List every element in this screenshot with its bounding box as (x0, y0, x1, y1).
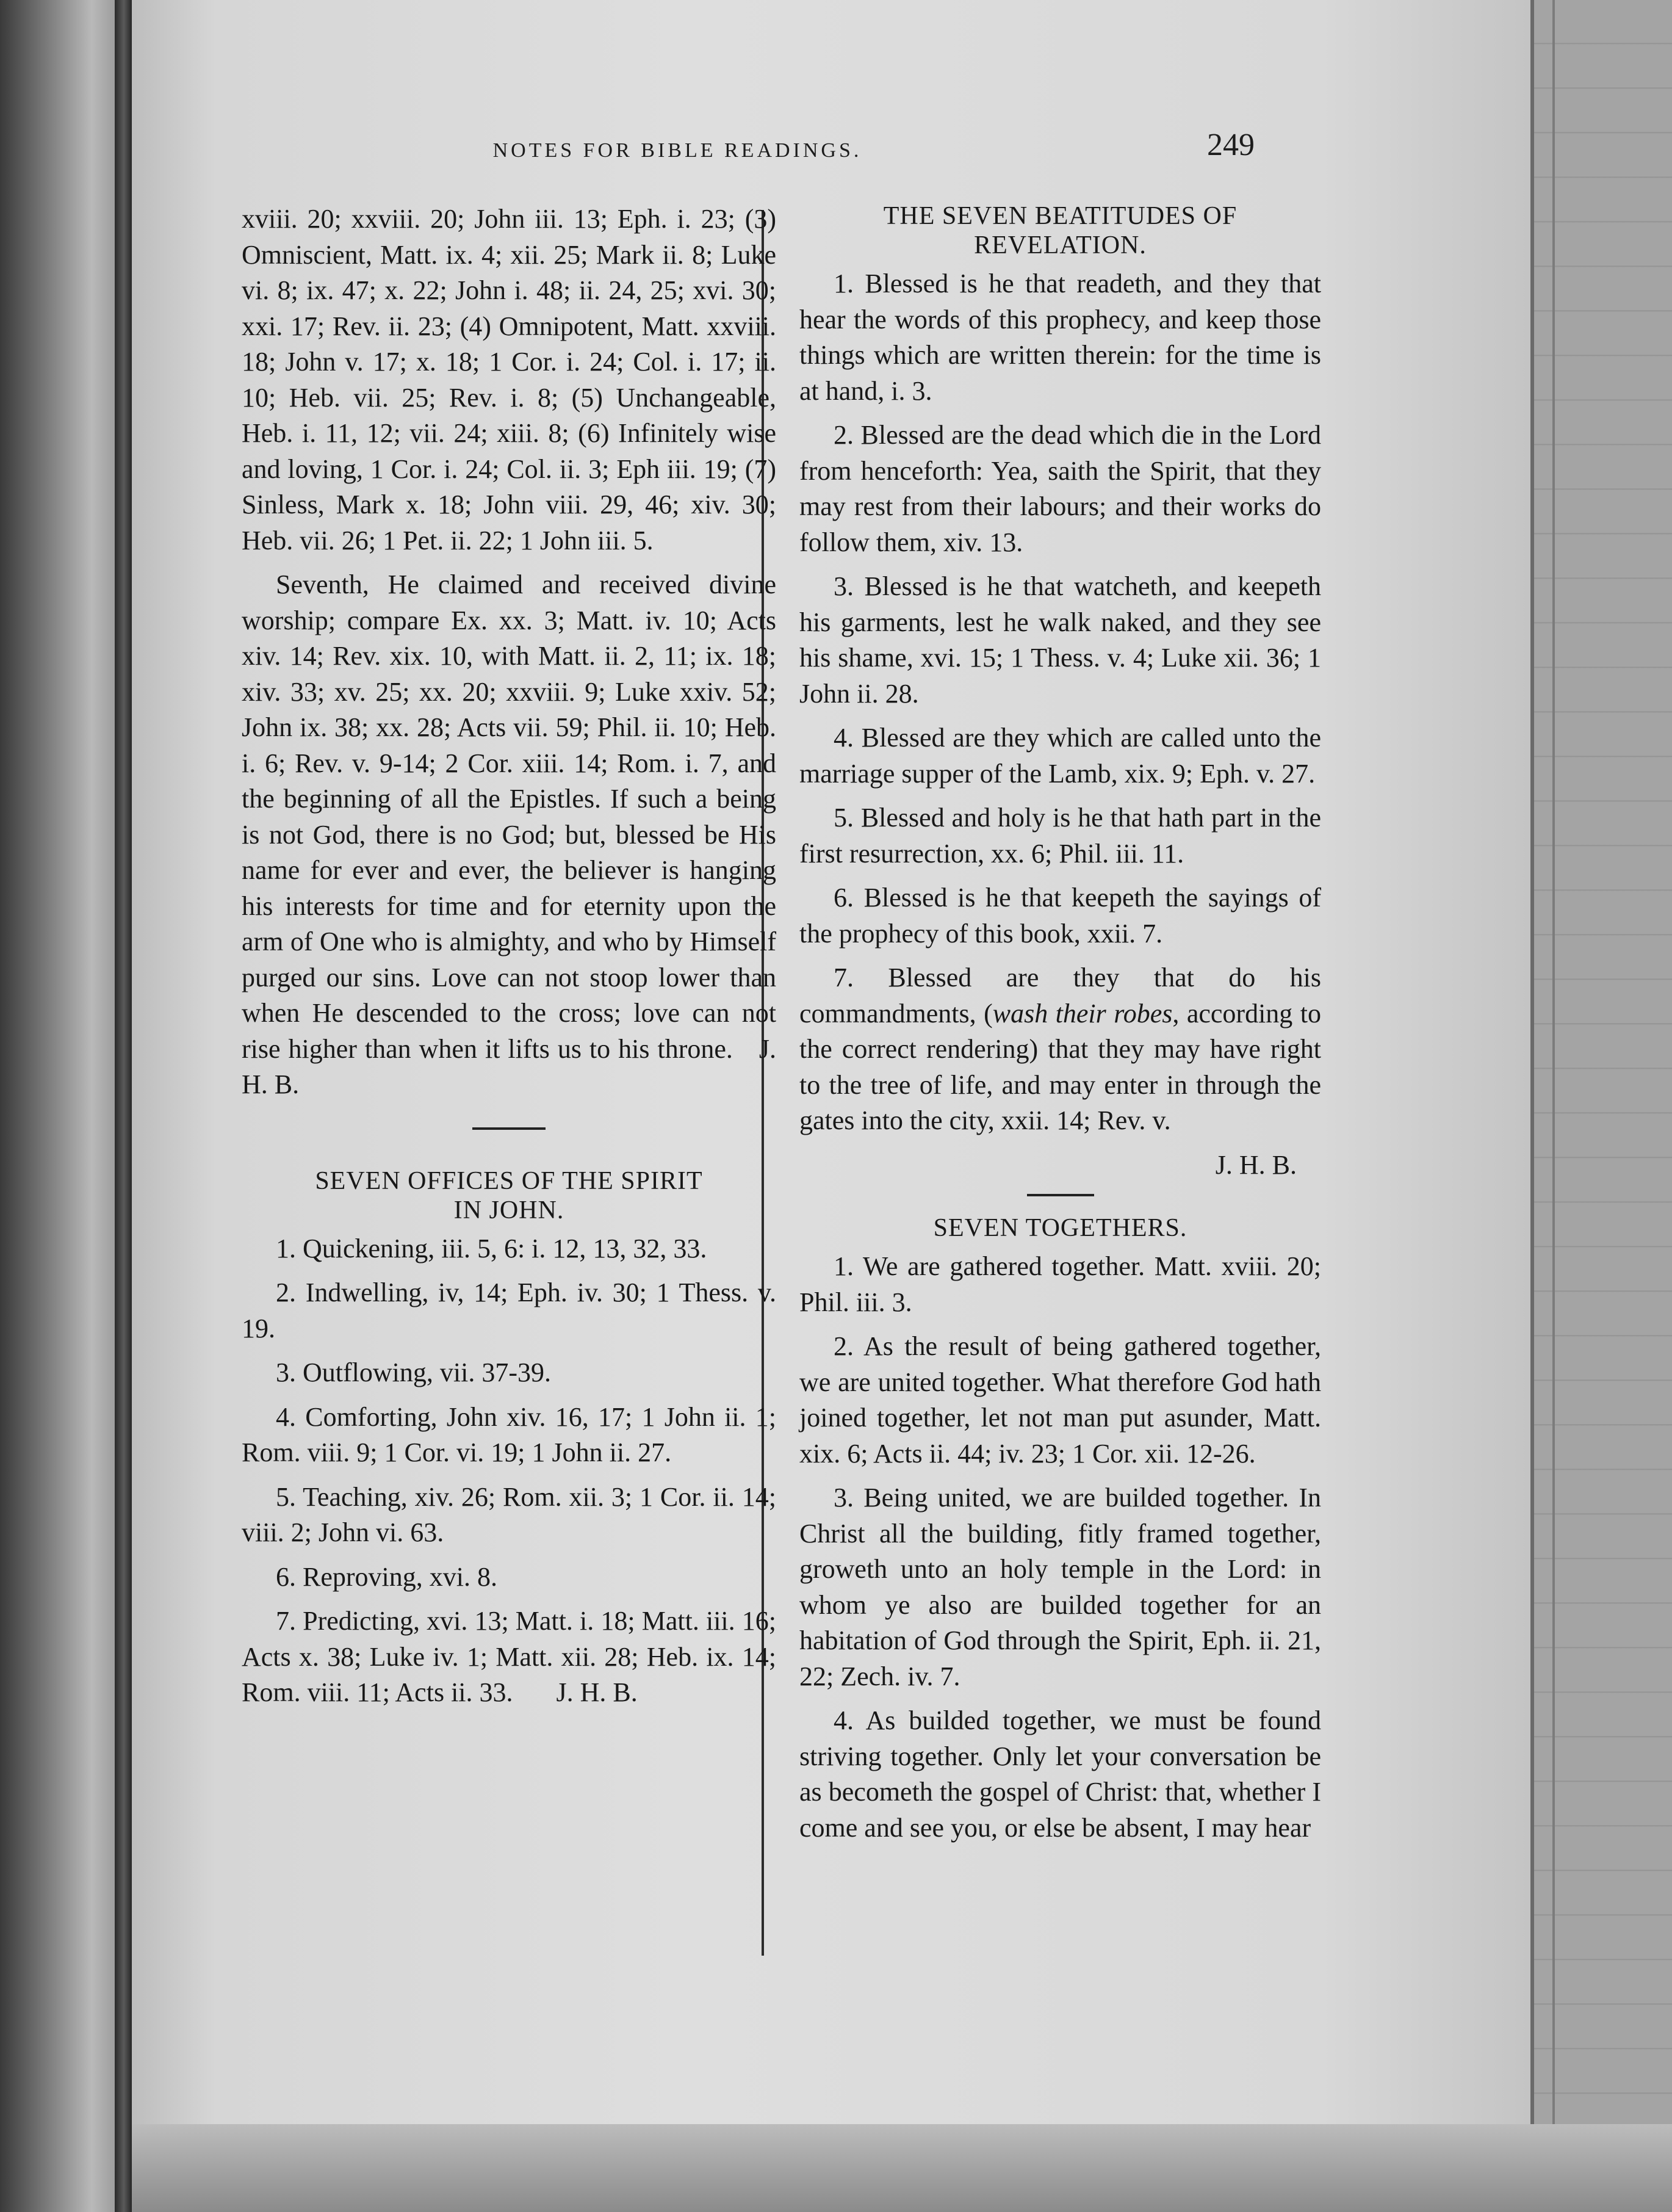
list-item: 4. Comforting, John xiv. 16, 17; 1 John ii. 1; Rom. viii. 9; 1 Cor. vi. 19; 1 John ii. 27. (242, 1401, 776, 1467)
list-item: 1. Quickening, iii. 5, 6: i. 12, 13, 32, 33. (276, 1233, 707, 1263)
list-item: 6. Blessed is he that keepeth the sayings of the prophecy of this book, xxii. 7. (799, 883, 1321, 949)
section-title-line: IN JOHN. (453, 1196, 564, 1224)
facing-page-edge (0, 0, 131, 2212)
left-column (242, 201, 776, 1719)
list-item-text: 7. Predicting, xvi. 13; Matt. i. 18; Matt. iii. 16; Acts x. 38; Luke iv. 1; Matt. xii. 28; Heb. ix. 14; Rom. viii. 11; Acts ii. 33. (242, 1606, 776, 1707)
italic-phrase: wash their robes (992, 998, 1173, 1028)
paragraph-attributes: xviii. 20; xxviii. 20; John iii. 13; Eph. i. 23; (3) Omniscient, Matt. ix. 4; xii. 25; Mark ii. 8; Luke vi. 8; ix. 47; x. 22; John i. 48; ii. 24, 25; xvi. 30; xxi. 17; Rev. ii. 23; (4) Omnipotent, Matt. xxviii. 18; John v. 17; x. 18; 1 Cor. i. 24; Col. i. 17; ii. 10; Heb. vii. 25; Rev. i. 8; (5) Unchangeable, Heb. i. 11, 12; vii. 24; xiii. 8; (6) Infinitely wise and loving, 1 Cor. i. 24; Col. ii. 3; Eph iii. 19; (7) Sinless, Mark x. 18; John viii. 29, 46; xiv. 30; Heb. vii. 26; 1 Pet. ii. 22; 1 John iii. 5. (242, 204, 776, 555)
list-item: 5. Blessed and holy is he that hath part in the first resurrection, xx. 6; Phil. iii. 11. (799, 803, 1321, 869)
signature: J. H. B. (556, 1677, 638, 1707)
list-item: 6. Reproving, xvi. 8. (276, 1561, 497, 1592)
list-item: 4. As builded together, we must be found striving together. Only let your conversation be as becometh the gospel of Christ: that, whether I come and see you, or else be absent, I may hear (799, 1705, 1321, 1843)
list-item: 2. As the result of being gathered together, we are united together. What therefore God hath joined together, let not man put asunder, Matt. xix. 6; Acts ii. 44; iv. 23; 1 Cor. xii. 12-26. (799, 1331, 1321, 1469)
paragraph-seventh-text: Seventh, He claimed and received divine worship; compare Ex. xx. 3; Matt. iv. 10; Acts xiv. 14; Rev. xix. 10, with Matt. ii. 2, 11; ix. 18; xiv. 33; xv. 25; xx. 20; xxviii. 9; Luke xxiv. 52; John ix. 38; xx. 28; Acts vii. 59; Phil. ii. 10; Heb. i. 6; Rev. v. 9-14; 2 Cor. xiii. 14; Rom. i. 7, and the beginning of all the Epistles. If such a being is not God, there is no God; but, blessed be His name for ever and ever, the believer is hanging his interests for time and for eternity upon the arm of One who is almighty, and who by Himself purged our sins. Love can not stoop lower than when He descended to the cross; love can not rise higher than when it lifts us to his throne. (242, 569, 776, 1064)
section-title-beatitudes (799, 201, 1321, 260)
book-gutter (115, 0, 133, 2212)
paragraph-seventh (242, 567, 776, 1103)
list-item: 3. Blessed is he that watcheth, and keepeth his garments, lest he walk naked, and they see his shame, xvi. 15; 1 Thess. v. 4; Luke xii. 36; 1 John ii. 28. (799, 571, 1321, 709)
page-number: 249 (1207, 128, 1255, 162)
page-stack-edge (1530, 0, 1672, 2212)
list-item: 3. Being united, we are builded together. In Christ all the building, fitly framed together, groweth unto an holy temple in the Lord: in whom ye also are builded together for an habitation of God through the Spirit, Eph. ii. 21, 22; Zech. iv. 7. (799, 1483, 1321, 1691)
right-column (799, 201, 1321, 1854)
list-item: 2. Indwelling, iv, 14; Eph. iv. 30; 1 Thess. v. 19. (242, 1278, 776, 1343)
section-divider (1027, 1194, 1094, 1196)
list-item-text: 7. Blessed are they that do his commandments, ( (799, 963, 1321, 1028)
signature: J. H. B. (1215, 1149, 1297, 1180)
section-title-line: THE SEVEN BEATITUDES OF (883, 202, 1238, 230)
list-item (242, 1603, 776, 1711)
list-item: 1. Blessed is he that readeth, and they that hear the words of this prophecy, and keep those things which are written therein: for the time is at hand, i. 3. (799, 269, 1321, 406)
section-title-line: SEVEN OFFICES OF THE SPIRIT (315, 1166, 703, 1195)
page-bottom-edge (132, 2124, 1672, 2212)
list-item: 5. Teaching, xiv. 26; Rom. xii. 3; 1 Cor. ii. 14; viii. 2; John vi. 63. (242, 1481, 776, 1547)
section-title-offices (242, 1166, 776, 1225)
list-item: 2. Blessed are the dead which die in the Lord from henceforth: Yea, saith the Spirit, that they may rest from their labours; and their works do follow them, xiv. 13. (799, 420, 1321, 557)
section-title-togethers: SEVEN TOGETHERS. (933, 1214, 1187, 1242)
list-item-text: , according to the correct rendering) that they may have right to the tree of life, and may enter in through the gates into the city, xxii. 14; Rev. v. (799, 998, 1321, 1135)
list-item: 1. We are gathered together. Matt. xviii. 20; Phil. iii. 3. (799, 1251, 1321, 1317)
signature: J. H. B. (242, 1033, 777, 1099)
list-item (799, 960, 1321, 1139)
list-item: 3. Outflowing, vii. 37-39. (276, 1357, 551, 1387)
list-item: 4. Blessed are they which are called unto the marriage supper of the Lamb, xix. 9; Eph. v. 27. (799, 723, 1321, 789)
running-title: NOTES FOR BIBLE READINGS. (492, 139, 862, 162)
section-divider (472, 1127, 546, 1130)
section-title-line: REVELATION. (974, 231, 1147, 259)
